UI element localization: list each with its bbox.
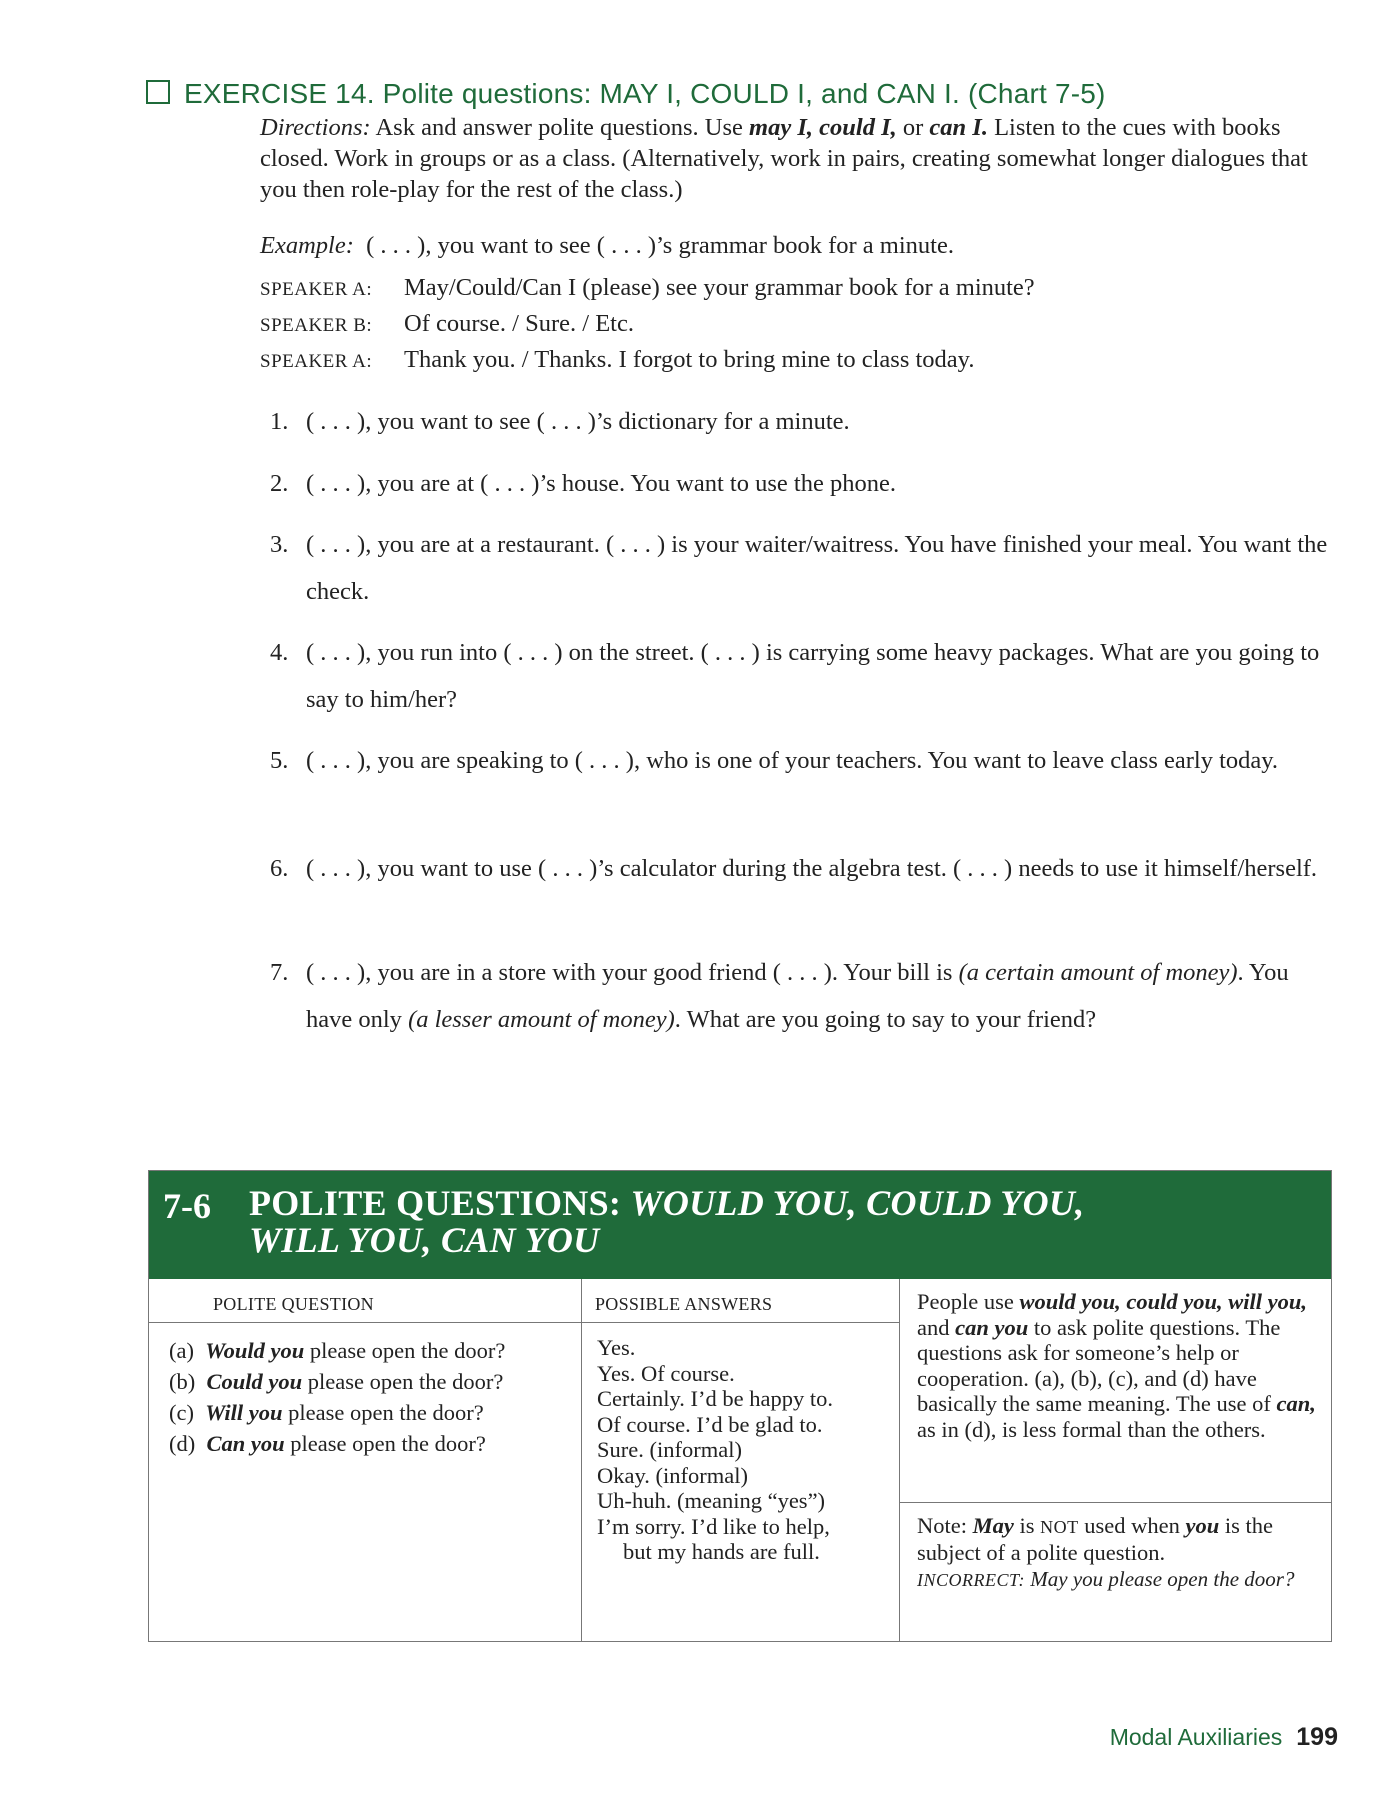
chart-title: POLITE QUESTIONS: WOULD YOU, COULD YOU, WILL YOU, CAN YOU [249, 1183, 1085, 1260]
polite-question-column [149, 1279, 582, 1641]
page-number: 199 [1296, 1723, 1338, 1751]
usage-note: Note: May is NOT used when you is the subject of a polite question. INCORRECT: May you please open the door? [917, 1513, 1295, 1591]
exercise-item: 6. ( . . . ), you want to use ( . . . )’s calculator during the algebra test. ( . . . ) needs to use it himself/herself. [270, 855, 1318, 882]
exercise-item: 3. ( . . . ), you are at a restaurant. ( . . . ) is your waiter/waitress. You have finished your meal. You want the check. [270, 531, 1328, 605]
dialogue-line-b: SPEAKER B: Of course. / Sure. / Etc. [260, 310, 634, 337]
answer-item: I’m sorry. I’d like to help, [597, 1513, 830, 1539]
column-header: POSSIBLE ANSWERS [581, 1279, 899, 1323]
question-row: (d) Can you please open the door? [169, 1431, 486, 1456]
exercise-item: 4. ( . . . ), you run into ( . . . ) on the street. ( . . . ) is carrying some heavy packages. What are you going to say to him/her? [270, 639, 1320, 713]
section-name: Modal Auxiliaries [1109, 1724, 1283, 1750]
question-row: (b) Could you please open the door? [169, 1369, 504, 1394]
answer-item: Uh-huh. (meaning “yes”) [597, 1488, 826, 1513]
question-row: (a) Would you please open the door? [169, 1338, 506, 1363]
question-list [149, 1323, 581, 1459]
chart-number: 7-6 [163, 1186, 211, 1226]
checkbox-icon [146, 80, 170, 104]
chart-header [149, 1171, 1331, 1279]
answer-item: Yes. [597, 1335, 636, 1360]
answer-item: Of course. I’d be glad to. [597, 1411, 823, 1437]
dialogue-line-a2: SPEAKER A: Thank you. / Thanks. I forgot to bring mine to class today. [260, 346, 975, 373]
answer-item: Yes. Of course. [597, 1360, 735, 1386]
answer-item: Sure. (informal) [597, 1437, 742, 1462]
explanation-column [899, 1279, 1331, 1641]
question-row: (c) Will you please open the door? [169, 1400, 484, 1425]
column-header: POLITE QUESTION [149, 1279, 581, 1323]
possible-answers-column [581, 1279, 900, 1641]
exercise-item: 5. ( . . . ), you are speaking to ( . . . ), who is one of your teachers. You want to leave class early today. [270, 747, 1279, 774]
exercise-item: 7. ( . . . ), you are in a store with your good friend ( . . . ). Your bill is (a certain amount of money). You have only (a lesser amount of money). What are you going to say to your friend? [270, 959, 1289, 1033]
exercise-item: 1. ( . . . ), you want to see ( . . . )’s dictionary for a minute. [270, 408, 850, 435]
answer-item: Okay. (informal) [597, 1462, 748, 1488]
page-footer [1110, 1723, 1338, 1752]
exercise-title: EXERCISE 14. Polite questions: MAY I, COULD I, and CAN I. (Chart 7-5) [146, 78, 1106, 110]
answer-item: but my hands are full. [623, 1539, 820, 1564]
grammar-chart [148, 1170, 1332, 1642]
dialogue-line-a1: SPEAKER A: May/Could/Can I (please) see your grammar book for a minute? [260, 274, 1035, 301]
answer-item: Certainly. I’d be happy to. [597, 1386, 833, 1411]
explanation-note: People use would you, could you, will you, and can you to ask polite questions. The questions ask for someone’s help or cooperation. (a), (b), (c), and (d) have basically the same meaning. The use of can, as in (d), is less formal than the others. [899, 1279, 1331, 1503]
directions: Directions: Ask and answer polite questions. Use may I, could I, or can I. Listen to the cues with books closed. Work in groups or as a class. (Alternatively, work in pairs, creating somewhat longer dialogues that you then role-play for the rest of the class.) [260, 114, 1308, 203]
exercise-item: 2. ( . . . ), you are at ( . . . )’s house. You want to use the phone. [270, 470, 896, 497]
answer-list [581, 1323, 899, 1565]
example: Example: ( . . . ), you want to see ( . . . )’s grammar book for a minute. [260, 232, 954, 259]
